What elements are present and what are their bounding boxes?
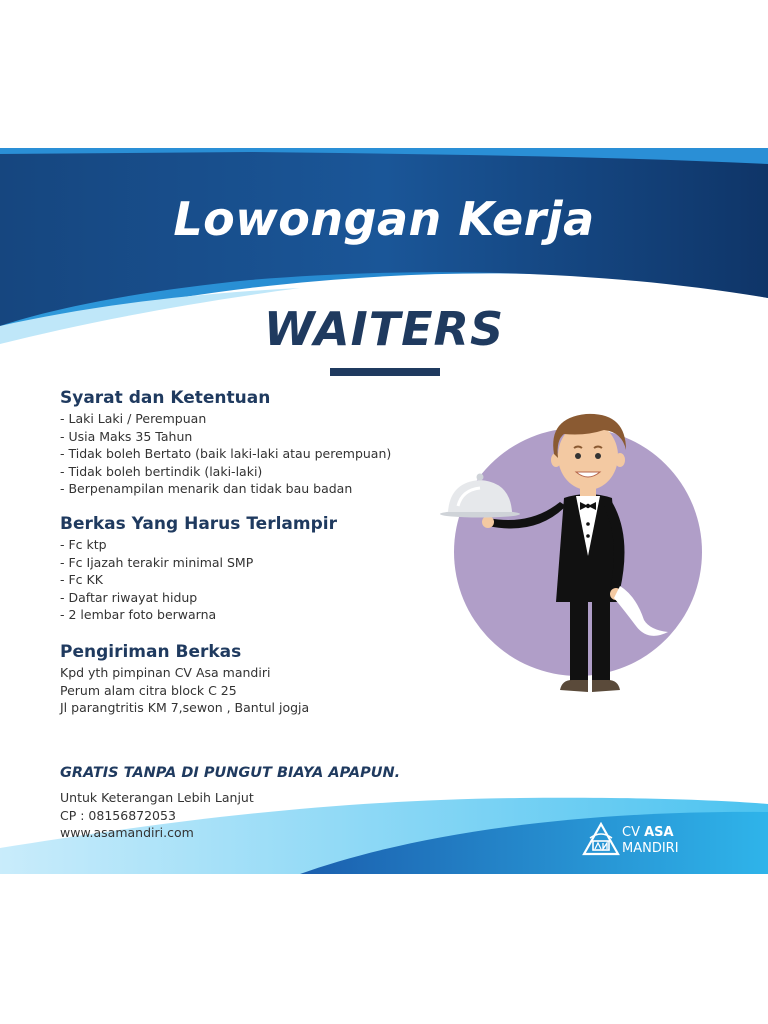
logo-prefix: CV xyxy=(622,825,640,840)
logo-text xyxy=(622,825,679,857)
logo-mark-icon xyxy=(582,822,620,858)
logo-name-secondary: MANDIRI xyxy=(622,841,679,856)
document-item: - 2 lembar foto berwarna xyxy=(60,607,217,622)
title-underline xyxy=(330,368,440,376)
waiter-illustration xyxy=(436,406,708,700)
job-title: WAITERS xyxy=(263,302,505,356)
documents-heading: Berkas Yang Harus Terlampir xyxy=(60,514,337,534)
contact-info xyxy=(60,789,254,842)
documents-section xyxy=(60,514,337,624)
delivery-line: Jl parangtritis KM 7,sewon , Bantul jogja xyxy=(60,700,310,715)
requirement-item: - Tidak boleh Bertato (baik laki-laki atau perempuan) xyxy=(60,446,392,461)
headline: Lowongan Kerja xyxy=(173,192,595,246)
delivery-line: Perum alam citra block C 25 xyxy=(60,682,237,698)
contact-phone: CP : 08156872053 xyxy=(60,807,176,823)
requirement-item: - Laki Laki / Perempuan xyxy=(60,411,207,426)
logo-name-primary: ASA xyxy=(644,825,674,840)
document-item: - Fc ktp xyxy=(60,537,107,552)
requirements-heading: Syarat dan Ketentuan xyxy=(60,388,271,408)
requirements-section xyxy=(60,388,391,498)
asa-mandiri-logo xyxy=(582,822,692,862)
contact-website: www.asamandiri.com xyxy=(60,825,194,840)
delivery-line: Kpd yth pimpinan CV Asa mandiri xyxy=(60,665,271,680)
contact-line: Untuk Keterangan Lebih Lanjut xyxy=(60,790,254,805)
job-poster xyxy=(0,148,768,874)
delivery-heading: Pengiriman Berkas xyxy=(60,642,242,662)
requirement-item: - Tidak boleh bertindik (laki-laki) xyxy=(60,463,263,479)
delivery-section xyxy=(60,642,309,717)
requirement-item: - Usia Maks 35 Tahun xyxy=(60,428,193,444)
free-notice: GRATIS TANPA DI PUNGUT BIAYA APAPUN. xyxy=(60,765,401,781)
document-item: - Daftar riwayat hidup xyxy=(60,589,198,605)
document-item: - Fc KK xyxy=(60,572,103,587)
requirement-item: - Berpenampilan menarik dan tidak bau badan xyxy=(60,481,353,496)
document-item: - Fc Ijazah terakir minimal SMP xyxy=(60,554,254,570)
